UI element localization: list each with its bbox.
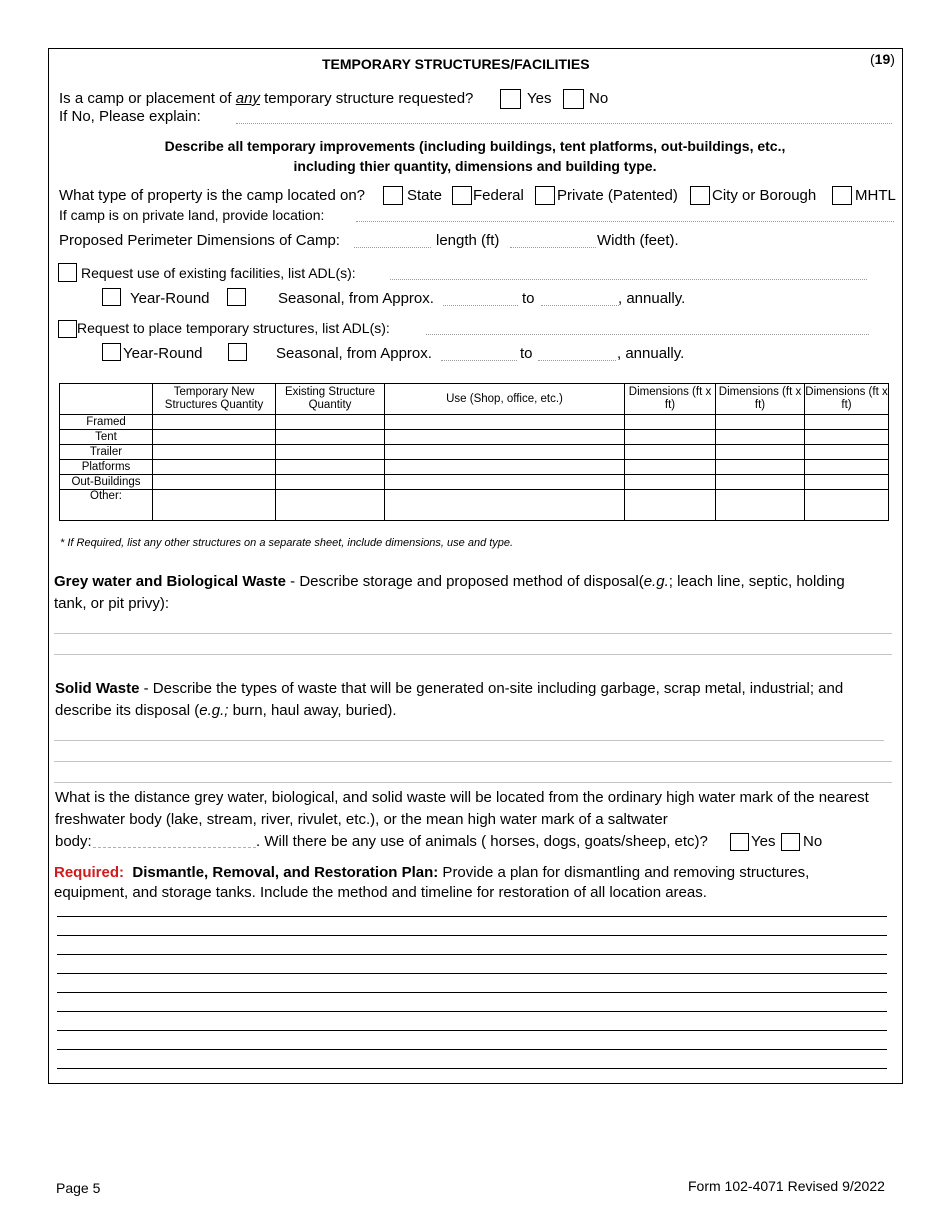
plan-answer-line[interactable] [57, 1049, 887, 1050]
plan-answer-line[interactable] [57, 1030, 887, 1031]
camp-yes-checkbox[interactable] [500, 89, 521, 109]
table-cell[interactable] [153, 490, 276, 521]
place-adl-input[interactable] [426, 334, 869, 335]
property-question: What type of property is the camp located on? [59, 187, 365, 204]
row-label-other: Other: [60, 490, 153, 521]
property-city-label: City or Borough [712, 187, 817, 204]
perimeter-length-input[interactable] [354, 247, 431, 248]
table-cell[interactable] [716, 415, 805, 430]
grey-water-answer-line[interactable] [54, 633, 892, 634]
table-row [60, 415, 889, 430]
perimeter-label: Proposed Perimeter Dimensions of Camp: [59, 232, 340, 249]
existing-seasonal-checkbox[interactable] [227, 288, 246, 306]
table-cell[interactable] [805, 490, 889, 521]
page-number: Page 5 [56, 1180, 101, 1196]
solid-waste-question: Solid Waste - Describe the types of waste that will be generated on-site including garbage, scrap metal, industrial; and [55, 680, 844, 697]
table-row [60, 460, 889, 475]
table-row [60, 475, 889, 490]
describe-heading-line1: Describe all temporary improvements (including buildings, tent platforms, out-buildings, etc., [164, 138, 786, 154]
table-cell[interactable] [385, 445, 625, 460]
table-cell[interactable] [385, 475, 625, 490]
section-title: TEMPORARY STRUCTURES/FACILITIES [322, 56, 590, 72]
table-header-blank [60, 384, 153, 415]
place-from-input[interactable] [441, 360, 517, 361]
structures-table [59, 383, 889, 521]
table-cell[interactable] [805, 475, 889, 490]
table-cell[interactable] [153, 445, 276, 460]
existing-year-round-label: Year-Round [130, 290, 210, 307]
table-cell[interactable] [716, 490, 805, 521]
table-header-use: Use (Shop, office, etc.) [385, 384, 625, 415]
place-year-round-checkbox[interactable] [102, 343, 121, 361]
table-header-existing-quantity: Existing Structure Quantity [276, 384, 385, 415]
table-cell[interactable] [805, 415, 889, 430]
property-state-checkbox[interactable] [383, 186, 403, 205]
distance-body-label: body: [55, 833, 92, 850]
row-label-trailer: Trailer [60, 445, 153, 460]
table-cell[interactable] [716, 475, 805, 490]
table-cell[interactable] [625, 490, 716, 521]
table-cell[interactable] [385, 430, 625, 445]
existing-to-input[interactable] [541, 305, 619, 306]
table-cell[interactable] [153, 475, 276, 490]
solid-waste-question-line2: describe its disposal (e.g.; burn, haul away, buried). [55, 702, 397, 719]
table-header-new-quantity: Temporary New Structures Quantity [153, 384, 276, 415]
existing-from-input[interactable] [443, 305, 518, 306]
existing-annually-label: , annually. [618, 290, 686, 307]
table-cell[interactable] [276, 445, 385, 460]
property-mhtl-checkbox[interactable] [832, 186, 852, 205]
place-to-label: to [520, 345, 533, 362]
existing-adl-input[interactable] [390, 279, 867, 280]
table-cell[interactable] [625, 475, 716, 490]
property-city-checkbox[interactable] [690, 186, 710, 205]
table-cell[interactable] [276, 460, 385, 475]
describe-heading-line2: including thier quantity, dimensions and building type. [293, 158, 657, 174]
grey-water-answer-line[interactable] [54, 654, 892, 655]
required-plan-line2: equipment, and storage tanks. Include the method and timeline for restoration of all location areas. [54, 884, 707, 901]
place-seasonal-label: Seasonal, from Approx. [276, 345, 432, 362]
animals-question: . Will there be any use of animals ( horses, dogs, goats/sheep, etc)? [256, 833, 708, 850]
property-mhtl-label: MHTL [855, 187, 896, 204]
row-label-tent: Tent [60, 430, 153, 445]
place-to-input[interactable] [538, 360, 616, 361]
table-cell[interactable] [625, 445, 716, 460]
table-row [60, 490, 889, 521]
grey-water-question: Grey water and Biological Waste - Describe storage and proposed method of disposal(e.g.; leach line, septic, holding [54, 573, 845, 590]
table-cell[interactable] [625, 430, 716, 445]
animals-no-label: No [803, 833, 823, 850]
row-label-platforms: Platforms [60, 460, 153, 475]
table-cell[interactable] [805, 460, 889, 475]
plan-answer-line[interactable] [57, 1068, 887, 1069]
property-federal-label: Federal [473, 187, 524, 204]
plan-answer-line[interactable] [57, 935, 887, 936]
camp-yes-label: Yes [527, 90, 552, 107]
existing-seasonal-label: Seasonal, from Approx. [278, 290, 434, 307]
table-cell[interactable] [805, 445, 889, 460]
table-cell[interactable] [153, 430, 276, 445]
row-label-out-buildings: Out-Buildings [60, 475, 153, 490]
table-cell[interactable] [385, 490, 625, 521]
place-year-round-label: Year-Round [123, 345, 203, 362]
table-cell[interactable] [276, 490, 385, 521]
table-cell[interactable] [716, 460, 805, 475]
distance-question-line2: freshwater body (lake, stream, river, rivulet, etc.), or the mean high water mark of a saltwater [55, 811, 668, 828]
plan-answer-line[interactable] [57, 1011, 887, 1012]
form-revision: Form 102-4071 Revised 9/2022 [688, 1178, 885, 1194]
table-cell[interactable] [153, 460, 276, 475]
table-header-dimensions-1: Dimensions (ft x ft) [625, 384, 716, 415]
table-cell[interactable] [805, 430, 889, 445]
table-header-dimensions-2: Dimensions (ft x ft) [716, 384, 805, 415]
animals-yes-checkbox[interactable] [730, 833, 749, 851]
solid-waste-answer-line[interactable] [54, 740, 884, 741]
explain-label: If No, Please explain: [59, 108, 201, 125]
table-header-dimensions-3: Dimensions (ft x ft) [805, 384, 889, 415]
property-private-label: Private (Patented) [557, 187, 678, 204]
table-cell[interactable] [625, 415, 716, 430]
animals-yes-label: Yes [751, 833, 776, 850]
private-land-label: If camp is on private land, provide location: [59, 207, 325, 223]
distance-question-line1: What is the distance grey water, biological, and solid waste will be located from the ordinary high water mark of the nearest [55, 789, 869, 806]
table-cell[interactable] [153, 415, 276, 430]
plan-answer-line[interactable] [57, 992, 887, 993]
grey-water-question-line2: tank, or pit privy): [54, 595, 170, 612]
private-location-input[interactable] [356, 221, 894, 222]
camp-no-label: No [589, 90, 609, 107]
table-cell[interactable] [276, 475, 385, 490]
camp-no-checkbox[interactable] [563, 89, 584, 109]
existing-facilities-checkbox[interactable] [58, 263, 77, 282]
perimeter-width-input[interactable] [510, 247, 596, 248]
table-cell[interactable] [385, 460, 625, 475]
row-label-framed: Framed [60, 415, 153, 430]
table-cell[interactable] [276, 415, 385, 430]
table-note: * If Required, list any other structures on a separate sheet, include dimensions, use and type. [60, 537, 514, 549]
plan-answer-line[interactable] [57, 973, 887, 974]
table-row [60, 430, 889, 445]
plan-answer-line[interactable] [57, 954, 887, 955]
distance-input[interactable] [93, 847, 256, 848]
table-cell[interactable] [716, 430, 805, 445]
existing-to-label: to [522, 290, 535, 307]
existing-year-round-checkbox[interactable] [102, 288, 121, 306]
existing-facilities-label: Request use of existing facilities, list ADL(s): [81, 265, 356, 281]
solid-waste-answer-line[interactable] [54, 761, 892, 762]
animals-no-checkbox[interactable] [781, 833, 800, 851]
table-cell[interactable] [276, 430, 385, 445]
place-seasonal-checkbox[interactable] [228, 343, 247, 361]
perimeter-width-label: Width (feet). [597, 232, 679, 249]
property-state-label: State [407, 187, 443, 204]
table-row [60, 445, 889, 460]
place-structures-checkbox[interactable] [58, 320, 77, 338]
property-private-checkbox[interactable] [535, 186, 555, 205]
explain-input[interactable] [236, 123, 892, 124]
section-number: (19) [870, 51, 895, 67]
table-cell[interactable] [385, 415, 625, 430]
table-header-row [60, 384, 889, 415]
property-federal-checkbox[interactable] [452, 186, 472, 205]
solid-waste-answer-line[interactable] [54, 782, 892, 783]
table-cell[interactable] [625, 460, 716, 475]
camp-question: Is a camp or placement of any temporary structure requested? [59, 90, 474, 107]
required-plan-heading: Required: Dismantle, Removal, and Restoration Plan: Provide a plan for dismantling and removing structures, [54, 864, 810, 881]
table-cell[interactable] [716, 445, 805, 460]
perimeter-length-label: length (ft) [436, 232, 500, 249]
plan-answer-line[interactable] [57, 916, 887, 917]
place-annually-label: , annually. [617, 345, 685, 362]
place-structures-label: Request to place temporary structures, list ADL(s): [77, 320, 390, 336]
